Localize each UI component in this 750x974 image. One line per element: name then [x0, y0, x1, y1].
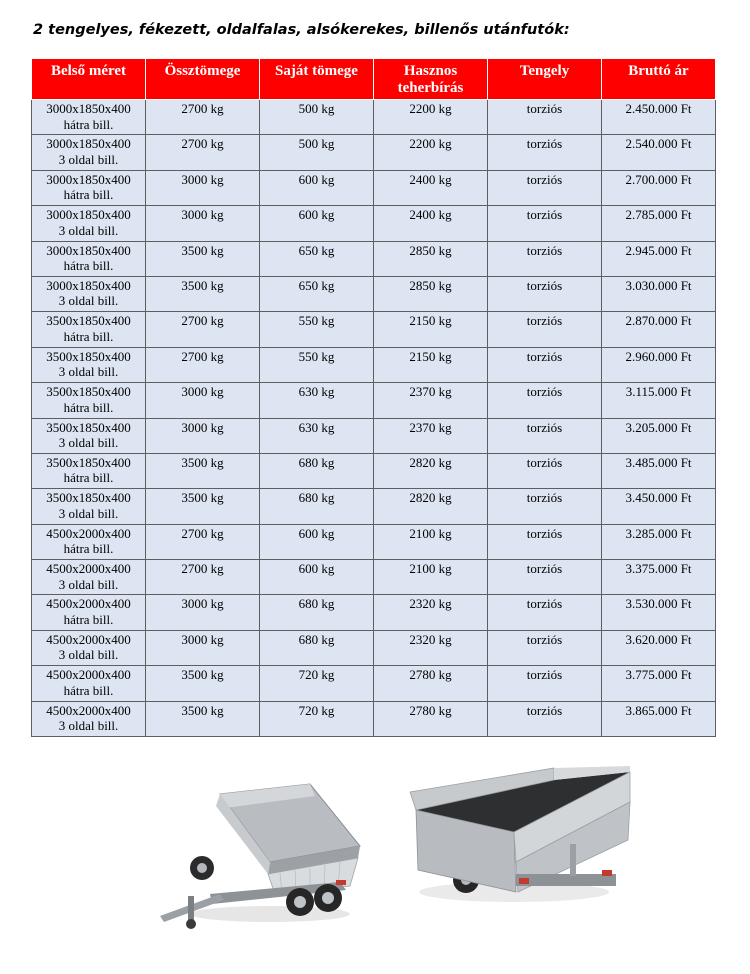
header-axle: Tengely — [488, 59, 602, 100]
cell-own-weight: 650 kg — [260, 241, 374, 276]
cell-axle: torziós — [488, 524, 602, 559]
cell-price: 3.205.000 Ft — [602, 418, 716, 453]
cell-payload: 2320 kg — [374, 595, 488, 630]
cell-own-weight: 680 kg — [260, 453, 374, 488]
cell-payload: 2780 kg — [374, 701, 488, 736]
cell-total-weight: 3500 kg — [146, 701, 260, 736]
table-row — [32, 312, 716, 347]
page-heading: 2 tengelyes, fékezett, oldalfalas, alsókerekes, billenős utánfutók: — [33, 22, 570, 38]
cell-price: 3.030.000 Ft — [602, 276, 716, 311]
cell-axle: torziós — [488, 312, 602, 347]
cell-payload: 2400 kg — [374, 170, 488, 205]
size-dimensions: 3000x1850x400 — [46, 101, 131, 116]
cell-payload: 2850 kg — [374, 241, 488, 276]
size-dimensions: 3000x1850x400 — [46, 207, 131, 223]
cell-payload: 2370 kg — [374, 418, 488, 453]
cell-price: 2.870.000 Ft — [602, 312, 716, 347]
cell-own-weight: 600 kg — [260, 206, 374, 241]
cell-price: 2.960.000 Ft — [602, 347, 716, 382]
size-tipping-type: hátra bill. — [63, 116, 114, 132]
size-tipping-type: 3 oldal bill. — [58, 293, 119, 309]
size-tipping-type: 3 oldal bill. — [58, 718, 119, 734]
cell-payload: 2370 kg — [374, 383, 488, 418]
size-dimensions: 3500x1850x400 — [46, 454, 131, 470]
table-row — [32, 170, 716, 205]
table-row — [32, 383, 716, 418]
size-dimensions: 4500x2000x400 — [46, 631, 131, 647]
cell-size — [32, 347, 146, 382]
cell-size — [32, 595, 146, 630]
price-table — [31, 58, 716, 737]
size-dimensions: 3500x1850x400 — [46, 384, 131, 400]
trailer-photo-rear-tipped — [150, 776, 362, 936]
cell-payload: 2400 kg — [374, 206, 488, 241]
size-dimensions: 4500x2000x400 — [46, 525, 131, 541]
table-row — [32, 135, 716, 170]
table-row — [32, 241, 716, 276]
table-row — [32, 453, 716, 488]
size-dimensions: 4500x2000x400 — [46, 667, 131, 683]
cell-payload: 2820 kg — [374, 489, 488, 524]
cell-axle: torziós — [488, 418, 602, 453]
cell-own-weight: 500 kg — [260, 135, 374, 170]
size-dimensions: 3500x1850x400 — [46, 419, 131, 435]
cell-price: 2.945.000 Ft — [602, 241, 716, 276]
trailer-photo-side-tipped — [404, 762, 634, 912]
cell-axle: torziós — [488, 453, 602, 488]
cell-axle: torziós — [488, 595, 602, 630]
cell-own-weight: 550 kg — [260, 347, 374, 382]
cell-price: 3.485.000 Ft — [602, 453, 716, 488]
cell-payload: 2150 kg — [374, 347, 488, 382]
size-tipping-type: hátra bill. — [63, 541, 114, 557]
size-tipping-type: 3 oldal bill. — [58, 505, 119, 521]
size-dimensions: 3000x1850x400 — [46, 242, 131, 258]
cell-size — [32, 418, 146, 453]
cell-own-weight: 680 kg — [260, 595, 374, 630]
table-row — [32, 347, 716, 382]
cell-axle: torziós — [488, 489, 602, 524]
table-row — [32, 701, 716, 736]
size-tipping-type: hátra bill. — [63, 187, 114, 203]
size-dimensions: 3500x1850x400 — [46, 348, 131, 364]
size-dimensions: 3000x1850x400 — [46, 136, 131, 152]
cell-total-weight: 3000 kg — [146, 418, 260, 453]
cell-total-weight: 3000 kg — [146, 630, 260, 665]
table-row — [32, 276, 716, 311]
header-own-weight: Saját tömege — [260, 59, 374, 100]
size-dimensions: 4500x2000x400 — [46, 596, 131, 612]
size-tipping-type: hátra bill. — [63, 611, 114, 627]
cell-size — [32, 560, 146, 595]
cell-total-weight: 2700 kg — [146, 560, 260, 595]
cell-price: 3.375.000 Ft — [602, 560, 716, 595]
cell-payload: 2100 kg — [374, 560, 488, 595]
table-row — [32, 630, 716, 665]
cell-own-weight: 630 kg — [260, 418, 374, 453]
size-tipping-type: hátra bill. — [63, 682, 114, 698]
cell-total-weight: 3500 kg — [146, 241, 260, 276]
cell-own-weight: 680 kg — [260, 489, 374, 524]
cell-axle: torziós — [488, 347, 602, 382]
cell-own-weight: 650 kg — [260, 276, 374, 311]
cell-size — [32, 135, 146, 170]
cell-total-weight: 2700 kg — [146, 524, 260, 559]
size-tipping-type: 3 oldal bill. — [58, 647, 119, 663]
size-tipping-type: 3 oldal bill. — [58, 435, 119, 451]
size-tipping-type: 3 oldal bill. — [58, 151, 119, 167]
cell-own-weight: 600 kg — [260, 524, 374, 559]
cell-total-weight: 2700 kg — [146, 135, 260, 170]
cell-axle: torziós — [488, 170, 602, 205]
cell-axle: torziós — [488, 241, 602, 276]
cell-own-weight: 550 kg — [260, 312, 374, 347]
cell-own-weight: 720 kg — [260, 666, 374, 701]
cell-axle: torziós — [488, 276, 602, 311]
size-dimensions: 3000x1850x400 — [46, 277, 131, 293]
cell-axle: torziós — [488, 206, 602, 241]
cell-total-weight: 3500 kg — [146, 489, 260, 524]
cell-payload: 2820 kg — [374, 453, 488, 488]
size-dimensions: 4500x2000x400 — [46, 561, 131, 577]
cell-price: 3.775.000 Ft — [602, 666, 716, 701]
cell-price: 3.865.000 Ft — [602, 701, 716, 736]
cell-size — [32, 241, 146, 276]
cell-axle: torziós — [488, 630, 602, 665]
cell-size — [32, 312, 146, 347]
header-size: Belső méret — [32, 59, 146, 100]
size-tipping-type: 3 oldal bill. — [58, 576, 119, 592]
cell-size — [32, 630, 146, 665]
cell-own-weight: 720 kg — [260, 701, 374, 736]
cell-payload: 2150 kg — [374, 312, 488, 347]
header-price: Bruttó ár — [602, 59, 716, 100]
cell-axle: torziós — [488, 666, 602, 701]
size-dimensions: 4500x2000x400 — [46, 702, 131, 718]
size-tipping-type: hátra bill. — [63, 328, 114, 344]
cell-total-weight: 3000 kg — [146, 383, 260, 418]
cell-total-weight: 3000 kg — [146, 206, 260, 241]
size-tipping-type: hátra bill. — [63, 470, 114, 486]
cell-size — [32, 276, 146, 311]
table-row — [32, 489, 716, 524]
cell-size — [32, 206, 146, 241]
header-payload: Hasznos teherbírás — [374, 59, 488, 100]
cell-own-weight: 630 kg — [260, 383, 374, 418]
cell-total-weight: 3500 kg — [146, 453, 260, 488]
cell-own-weight: 500 kg — [260, 100, 374, 135]
cell-own-weight: 600 kg — [260, 560, 374, 595]
cell-payload: 2100 kg — [374, 524, 488, 559]
cell-price: 3.115.000 Ft — [602, 383, 716, 418]
cell-axle: torziós — [488, 701, 602, 736]
size-tipping-type: 3 oldal bill. — [58, 364, 119, 380]
cell-size — [32, 701, 146, 736]
cell-total-weight: 3500 kg — [146, 276, 260, 311]
cell-total-weight: 2700 kg — [146, 347, 260, 382]
cell-axle: torziós — [488, 383, 602, 418]
cell-total-weight: 3000 kg — [146, 170, 260, 205]
table-header-row — [32, 59, 716, 100]
cell-price: 3.620.000 Ft — [602, 630, 716, 665]
cell-payload: 2200 kg — [374, 135, 488, 170]
cell-payload: 2780 kg — [374, 666, 488, 701]
cell-size — [32, 170, 146, 205]
cell-size — [32, 453, 146, 488]
size-tipping-type: hátra bill. — [63, 399, 114, 415]
table-row — [32, 666, 716, 701]
cell-price: 2.785.000 Ft — [602, 206, 716, 241]
table-row — [32, 595, 716, 630]
table-row — [32, 560, 716, 595]
size-dimensions: 3500x1850x400 — [46, 490, 131, 506]
size-tipping-type: hátra bill. — [63, 258, 114, 274]
cell-total-weight: 3000 kg — [146, 595, 260, 630]
cell-price: 2.700.000 Ft — [602, 170, 716, 205]
cell-size — [32, 100, 146, 135]
table-row — [32, 524, 716, 559]
cell-price: 3.450.000 Ft — [602, 489, 716, 524]
size-tipping-type: 3 oldal bill. — [58, 222, 119, 238]
header-total-weight: Össztömege — [146, 59, 260, 100]
table-row — [32, 100, 716, 135]
cell-size — [32, 383, 146, 418]
cell-axle: torziós — [488, 100, 602, 135]
table-row — [32, 418, 716, 453]
cell-total-weight: 2700 kg — [146, 100, 260, 135]
cell-payload: 2850 kg — [374, 276, 488, 311]
cell-price: 3.285.000 Ft — [602, 524, 716, 559]
cell-size — [32, 524, 146, 559]
cell-payload: 2200 kg — [374, 100, 488, 135]
size-dimensions: 3500x1850x400 — [46, 313, 131, 329]
cell-axle: torziós — [488, 135, 602, 170]
cell-total-weight: 2700 kg — [146, 312, 260, 347]
cell-total-weight: 3500 kg — [146, 666, 260, 701]
size-dimensions: 3000x1850x400 — [46, 171, 131, 187]
cell-price: 2.540.000 Ft — [602, 135, 716, 170]
cell-own-weight: 680 kg — [260, 630, 374, 665]
cell-axle: torziós — [488, 560, 602, 595]
cell-own-weight: 600 kg — [260, 170, 374, 205]
cell-size — [32, 489, 146, 524]
table-row — [32, 206, 716, 241]
cell-size — [32, 666, 146, 701]
cell-price: 2.450.000 Ft — [602, 100, 716, 135]
cell-price: 3.530.000 Ft — [602, 595, 716, 630]
cell-payload: 2320 kg — [374, 630, 488, 665]
